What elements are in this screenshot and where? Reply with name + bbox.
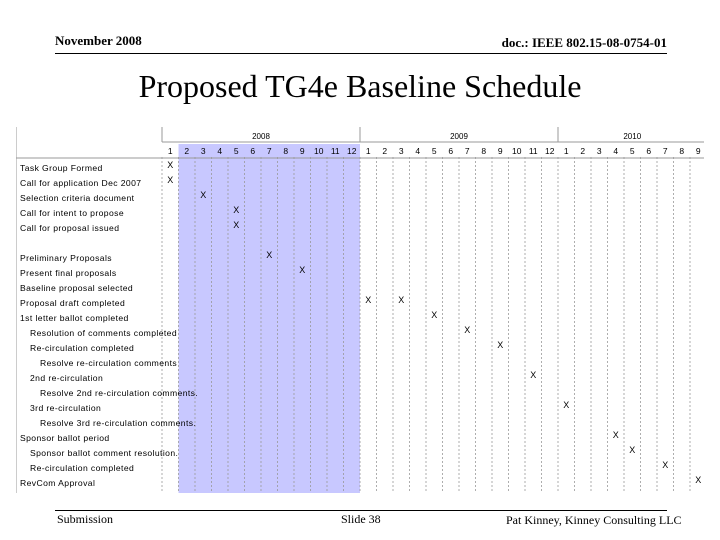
- year-label: 2009: [450, 132, 468, 141]
- footer-rule: [55, 510, 667, 511]
- milestone-mark: X: [695, 475, 702, 485]
- month-label: 5: [431, 146, 437, 156]
- schedule-chart: [16, 127, 704, 493]
- month-label: 8: [679, 146, 685, 156]
- task-label: Selection criteria document: [20, 193, 135, 203]
- task-label: Task Group Formed: [20, 163, 103, 173]
- month-label: 6: [646, 146, 652, 156]
- month-label: 4: [415, 146, 421, 156]
- month-label: 10: [512, 146, 522, 156]
- task-label: Re-circulation completed: [30, 343, 135, 353]
- month-label: 8: [481, 146, 487, 156]
- milestone-mark: X: [299, 265, 306, 275]
- header-rule: [55, 53, 667, 54]
- month-label: 2: [382, 146, 388, 156]
- task-label: 3rd re-circulation: [30, 403, 102, 413]
- task-label: Re-circulation completed: [30, 463, 135, 473]
- month-label: 10: [314, 146, 324, 156]
- month-label: 9: [299, 146, 305, 156]
- task-label: 2nd re-circulation: [30, 373, 104, 383]
- task-label: Resolve 2nd re-circulation comments.: [40, 388, 199, 398]
- month-label: 6: [250, 146, 256, 156]
- month-label: 11: [528, 146, 538, 156]
- task-label: Call for application Dec 2007: [20, 178, 142, 188]
- slide-title: Proposed TG4e Baseline Schedule: [138, 68, 582, 104]
- month-label: 12: [347, 146, 357, 156]
- task-label: Resolve re-circulation comments: [40, 358, 178, 368]
- milestone-mark: X: [167, 175, 174, 185]
- month-label: 5: [233, 146, 239, 156]
- month-label: 2: [184, 146, 190, 156]
- month-label: 5: [629, 146, 635, 156]
- task-label: Preliminary Proposals: [20, 253, 112, 263]
- task-label: 1st letter ballot completed: [20, 313, 129, 323]
- milestone-mark: X: [612, 430, 619, 440]
- month-label: 11: [330, 146, 340, 156]
- milestone-mark: X: [233, 205, 240, 215]
- task-label: Resolution of comments completed: [30, 328, 178, 338]
- task-label: Sponsor ballot period: [20, 433, 110, 443]
- milestone-mark: X: [530, 370, 537, 380]
- month-label: 4: [613, 146, 619, 156]
- month-label: 4: [217, 146, 223, 156]
- milestone-mark: X: [431, 310, 438, 320]
- task-label: Call for proposal issued: [20, 223, 120, 233]
- milestone-mark: X: [497, 340, 504, 350]
- month-label: 6: [448, 146, 454, 156]
- month-label: 3: [398, 146, 404, 156]
- footer-slide-number: Slide 38: [341, 512, 381, 526]
- month-label: 3: [596, 146, 602, 156]
- milestone-mark: X: [233, 220, 240, 230]
- milestone-mark: X: [266, 250, 273, 260]
- milestone-mark: X: [365, 295, 372, 305]
- year-label: 2008: [252, 132, 270, 141]
- task-label: Proposal draft completed: [20, 298, 126, 308]
- header-date: November 2008: [55, 33, 142, 48]
- task-label: Resolve 3rd re-circulation comments.: [40, 418, 197, 428]
- month-label: 2: [580, 146, 586, 156]
- milestone-mark: X: [200, 190, 207, 200]
- task-label: Sponsor ballot comment resolution.: [30, 448, 179, 458]
- month-label: 12: [545, 146, 555, 156]
- milestone-mark: X: [464, 325, 471, 335]
- month-label: 8: [283, 146, 289, 156]
- task-label: Present final proposals: [20, 268, 117, 278]
- month-label: 7: [662, 146, 668, 156]
- milestone-mark: X: [563, 400, 570, 410]
- header-doc-id: doc.: IEEE 802.15-08-0754-01: [501, 35, 667, 50]
- month-label: 1: [563, 146, 569, 156]
- task-label: RevCom Approval: [20, 478, 96, 488]
- task-label: Baseline proposal selected: [20, 283, 134, 293]
- month-label: 9: [695, 146, 701, 156]
- task-label: Call for intent to propose: [20, 208, 125, 218]
- month-label: 7: [464, 146, 470, 156]
- month-label: 1: [365, 146, 371, 156]
- milestone-mark: X: [398, 295, 405, 305]
- month-label: 1: [167, 146, 173, 156]
- footer-submission: Submission: [57, 512, 114, 526]
- milestone-mark: X: [662, 460, 669, 470]
- month-label: 7: [266, 146, 272, 156]
- year-label: 2010: [623, 132, 642, 141]
- month-label: 3: [200, 146, 206, 156]
- footer-author: Pat Kinney, Kinney Consulting LLC: [506, 513, 682, 527]
- milestone-mark: X: [167, 160, 174, 170]
- milestone-mark: X: [629, 445, 636, 455]
- month-label: 9: [497, 146, 503, 156]
